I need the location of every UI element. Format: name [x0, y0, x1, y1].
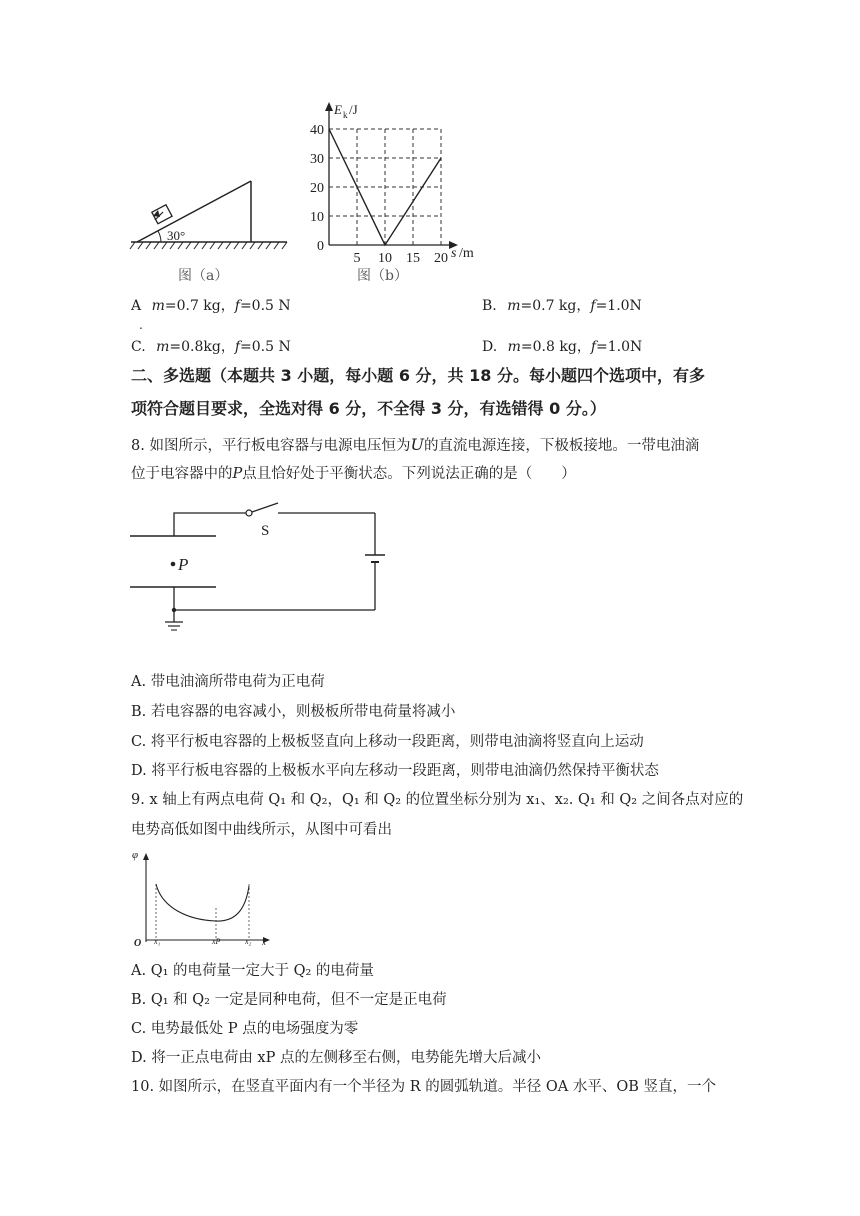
q9-potential-graph	[128, 848, 278, 948]
y-tick-label: 0	[317, 239, 324, 254]
section2-heading-line1: 二、多选题（本题共 3 小题，每小题 6 分，共 18 分。每小题四个选项中，有多	[131, 366, 705, 385]
origin-label: O	[134, 938, 142, 948]
y-tick-label: 20	[310, 181, 324, 196]
q8-stem-line2: 位于电容器中的P点且恰好处于平衡状态。下列说法正确的是（ ）	[131, 466, 576, 482]
q7-dot: .	[139, 318, 143, 332]
q9-option-a[interactable]: A. Q₁ 的电荷量一定大于 Q₂ 的电荷量	[131, 963, 374, 979]
y-tick-label: 40	[310, 123, 324, 138]
x-axis-label-q9: x	[262, 937, 266, 947]
y-axis-sub: k	[343, 110, 348, 120]
x-tick-label: 20	[434, 251, 448, 266]
q7-option-a[interactable]: A m=0.7 kg，f=0.5 N	[131, 298, 291, 314]
q9-option-c[interactable]: C. 电势最低处 P 点的电场强度为零	[131, 1021, 359, 1037]
x1-label: x₁	[154, 937, 161, 946]
point-p-label: P	[178, 555, 189, 574]
q9-option-d[interactable]: D. 将一正点电荷由 xP 点的左侧移至右侧，电势能先增大后减小	[131, 1050, 541, 1066]
phi-label: φ	[132, 849, 139, 861]
y-tick-label: 10	[310, 210, 324, 225]
angle-label: 30°	[167, 228, 186, 243]
y-axis-unit: /J	[349, 102, 358, 117]
x-tick-label: 10	[378, 251, 392, 266]
figure-a-caption: 图（a）	[178, 268, 229, 284]
q8-stem-line1: 8. 如图所示，平行板电容器与电源电压恒为U的直流电源连接，下极板接地。一带电油滴	[131, 435, 700, 454]
q8-option-a[interactable]: A. 带电油滴所带电荷为正电荷	[131, 674, 325, 690]
x-axis-label: s	[451, 246, 457, 261]
section2-heading-line2: 项符合题目要求，全选对得 6 分，不全得 3 分，有选错得 0 分。）	[131, 399, 606, 418]
switch-label: S	[261, 523, 270, 539]
potential-curve	[156, 884, 249, 921]
q9-stem-line1: 9. x 轴上有两点电荷 Q₁ 和 Q₂，Q₁ 和 Q₂ 的位置坐标分别为 x₁、x₂. Q₁ 和 Q₂ 之间各点对应的	[131, 792, 744, 808]
x-tick-label: 5	[353, 251, 361, 266]
q8-option-b[interactable]: B. 若电容器的电容减小，则极板所带电荷量将减小	[131, 704, 456, 720]
q9-option-b[interactable]: B. Q₁ 和 Q₂ 一定是同种电荷，但不一定是正电荷	[131, 992, 447, 1008]
figure-b-chart	[300, 98, 510, 268]
q10-stem-line1: 10. 如图所示，在竖直平面内有一个半径为 R 的圆弧轨道。半径 OA 水平、OB 竖直，一个	[131, 1079, 717, 1095]
x-tick-label: 15	[406, 251, 420, 266]
point-p-dot	[171, 562, 176, 567]
q7-option-b[interactable]: B. m=0.7 kg，f=1.0N	[482, 298, 642, 314]
q8-option-d[interactable]: D. 将平行板电容器的上极板水平向左移动一段距离，则带电油滴仍然保持平衡状态	[131, 763, 659, 779]
figure-b-caption: 图（b）	[357, 268, 408, 284]
y-axis-label: E	[334, 102, 342, 117]
x-axis-unit: /m	[459, 246, 474, 261]
xp-label: xP	[212, 937, 221, 946]
q9-stem-line2: 电势高低如图中曲线所示，从图中可看出	[131, 822, 392, 838]
x2-label: x₂	[245, 937, 252, 946]
q7-option-d[interactable]: D. m=0.8 kg，f=1.0N	[482, 339, 643, 355]
y-tick-label: 30	[310, 152, 324, 167]
q7-option-c[interactable]: C. m=0.8kg，f=0.5 N	[131, 339, 291, 355]
q8-circuit-diagram	[128, 500, 388, 640]
q8-option-c[interactable]: C. 将平行板电容器的上极板竖直向上移动一段距离，则带电油滴将竖直向上运动	[131, 734, 644, 750]
